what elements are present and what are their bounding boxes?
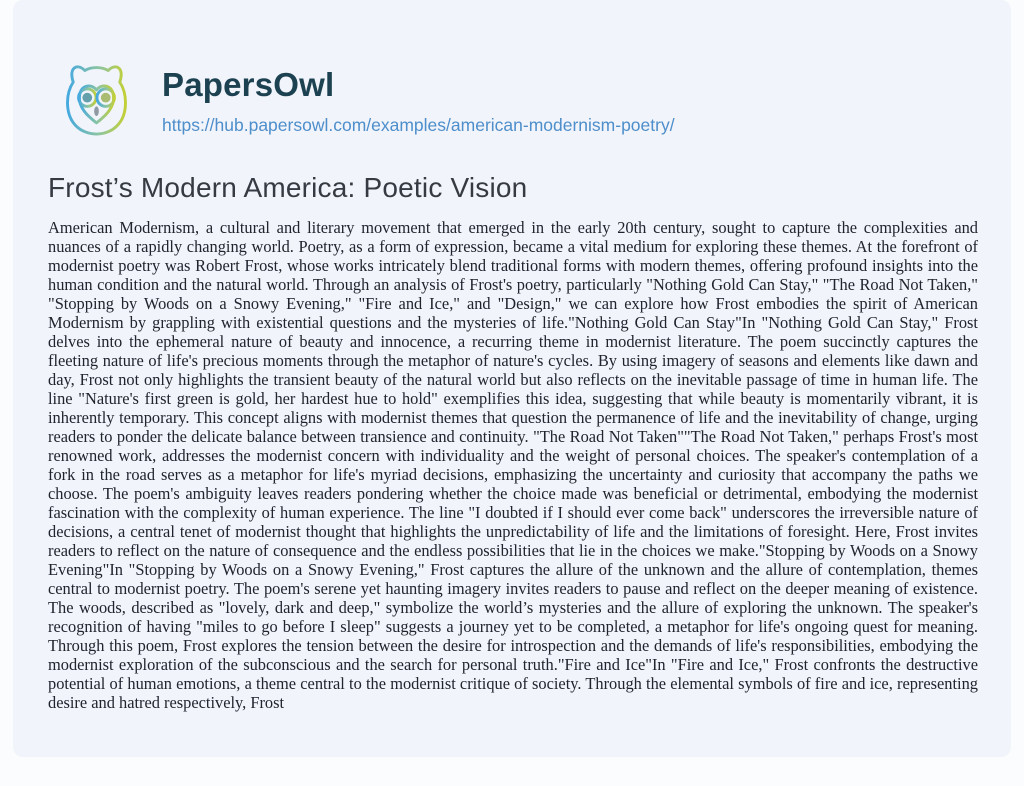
header (13, 0, 1011, 151)
page-title: Frost’s Modern America: Poetic Vision (48, 172, 528, 203)
brand-block (162, 54, 675, 136)
document-card (13, 0, 1011, 757)
article-body: American Modernism, a cultural and literary movement that emerged in the early 20th century, sought to capture the complexities and nuances of a rapidly changing world. Poetry, as a form of expression, became a vital medium for exploring these themes. At the forefront of modernist poetry was Robert Frost, whose works intricately blend traditional forms with modern themes, offering profound insights into the human condition and the natural world. Through an analysis of Frost's poetry, particularly "Nothing Gold Can Stay," "The Road Not Taken," "Stopping by Woods on a Snowy Evening," "Fire and Ice," and "Design," we can explore how Frost embodies the spirit of American Modernism by grappling with existential questions and the mysteries of life."Nothing Gold Can Stay"In "Nothing Gold Can Stay," Frost delves into the ephemeral nature of beauty and innocence, a recurring theme in modernist literature. The poem succinctly captures the fleeting nature of life's precious moments through the metaphor of nature's cycles. By using imagery of seasons and elements like dawn and day, Frost not only highlights the transient beauty of the natural world but also reflects on the inevitable passage of time in human life. The line "Nature's first green is gold, her hardest hue to hold" exemplifies this idea, suggesting that while beauty is momentarily vibrant, it is inherently temporary. This concept aligns with modernist themes that question the permanence of life and the inevitability of change, urging readers to ponder the delicate balance between transience and continuity. "The Road Not Taken""The Road Not Taken," perhaps Frost's most renowned work, addresses the modernist concern with individuality and the weight of personal choices. The speaker's contemplation of a fork in the road serves as a metaphor for life's myriad decisions, emphasizing the uncertainty and curiosity that accompany the paths we choose. The poem's ambiguity leaves readers pondering whether the choice made was beneficial or detrimental, embodying the modernist fascination with the complexity of human experience. The line "I doubted if I should ever come back" underscores the irreversible nature of decisions, a central tenet of modernist thought that highlights the unpredictability of life and the limitations of foresight. Here, Frost invites readers to reflect on the nature of consequence and the endless possibilities that lie in the choices we make."Stopping by Woods on a Snowy Evening"In "Stopping by Woods on a Snowy Evening," Frost captures the allure of the unknown and the allure of contemplation, themes central to modernist poetry. The poem's serene yet haunting imagery invites readers to pause and reflect on the deeper meaning of existence. The woods, described as "lovely, dark and deep," symbolize the world’s mysteries and the allure of exploring the unknown. The speaker's recognition of having "miles to go before I sleep" suggests a journey yet to be completed, a metaphor for life's ongoing quest for meaning. Through this poem, Frost explores the tension between the desire for introspection and the demands of life's responsibilities, embodying the modernist exploration of the subconscious and the search for personal truth."Fire and Ice"In "Fire and Ice," Frost confronts the destructive potential of human emotions, a theme central to the modernist critique of society. Through the elemental symbols of fire and ice, representing desire and hatred respectively, Frost (48, 218, 978, 712)
owl-logo-icon (48, 54, 145, 151)
page-url-link[interactable]: https://hub.papersowl.com/examples/american-modernism-poetry/ (162, 115, 675, 135)
brand-name: PapersOwl (162, 66, 335, 103)
